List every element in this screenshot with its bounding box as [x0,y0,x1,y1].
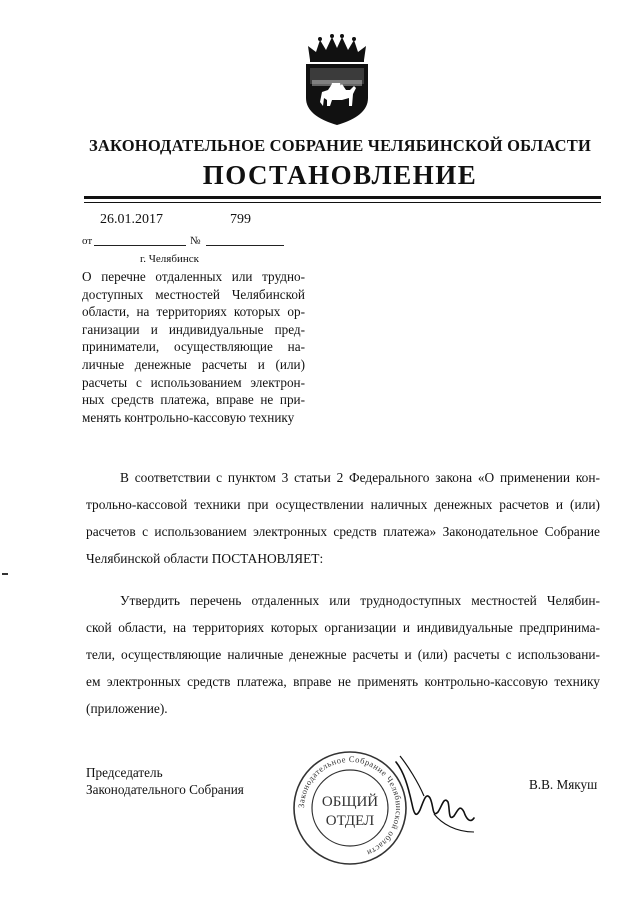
margin-mark [2,573,8,575]
paragraph-line: (приложение). [86,701,168,716]
header-rule-thin [84,202,601,203]
document-type-title: ПОСТАНОВЛЕНИЕ [202,160,478,190]
stamp-text-line: ОТДЕЛ [325,813,375,829]
stamp-text-line: ОБЩИЙ [321,794,379,810]
paragraph-line: ской области, на территориях которых организации и индивидуальные предпринима- [86,620,600,635]
preamble-paragraph [86,464,600,572]
signatory-title [86,764,244,798]
paragraph-line: В соответствии с пунктом 3 статьи 2 Федерального закона «О применении кон- [120,470,600,485]
paragraph-line: Челябинской области ПОСТАНОВЛЯЕТ: [86,551,324,566]
date-underline [94,245,186,246]
subject-line: ных средств платежа, вправе не при- [82,392,305,408]
subject-line: О перечне отдаленных или трудно- [82,269,305,284]
date-label: от [82,235,93,247]
coat-of-arms-emblem [296,34,378,126]
subject-line: ганизации и индивидуальные пред- [82,321,305,337]
organization-name: ЗАКОНОДАТЕЛЬНОЕ СОБРАНИЕ ЧЕЛЯБИНСКОЙ ОБЛАСТИ [88,136,592,155]
chelyabinsk-coat-of-arms-icon [296,34,378,126]
number-underline [206,245,284,246]
subject-line: расчеты с использованием электрон- [82,374,305,390]
resolution-paragraph [86,587,600,722]
signature-scribble-icon [390,752,480,838]
subject-line: приниматели, осуществляющие на- [82,339,305,355]
paragraph-line: ем электронных средств платежа, вправе не применять контрольно-кассовую технику [86,674,600,689]
subject-line: доступных местностей Челябинской [82,286,305,302]
stamp-ring-text: Законодательное Собрание Челябинской области [295,753,405,859]
handwritten-signature [390,752,480,838]
signatory-title-line: Законодательного Собрания [86,782,244,797]
number-label: № [190,235,201,247]
document-date: 26.01.2017 [100,212,163,227]
subject-line: менять контрольно-кассовую технику [82,409,295,425]
document-number: 799 [230,212,251,227]
paragraph-line: Утвердить перечень отдаленных или труднодоступных местностей Челябин- [120,593,600,608]
paragraph-line: трольно-кассовой техники при осуществлении наличных денежных расчетов и (или) [86,497,600,512]
paragraph-line: расчетов с использованием электронных средств платежа» Законодательное Собрание [86,524,600,539]
subject-line: личные денежные расчеты и (или) [82,356,305,372]
city-label: г. Челябинск [140,253,199,265]
header-rule-thick [84,196,601,199]
subject-line: области, на территориях которых ор- [82,304,305,320]
document-subject [82,268,305,426]
paragraph-line: тели, осуществляющие наличные денежные расчеты и (или) расчеты с использовани- [86,647,600,662]
signatory-title-line: Председатель [86,765,163,780]
signatory-name: В.В. Мякуш [529,777,598,792]
